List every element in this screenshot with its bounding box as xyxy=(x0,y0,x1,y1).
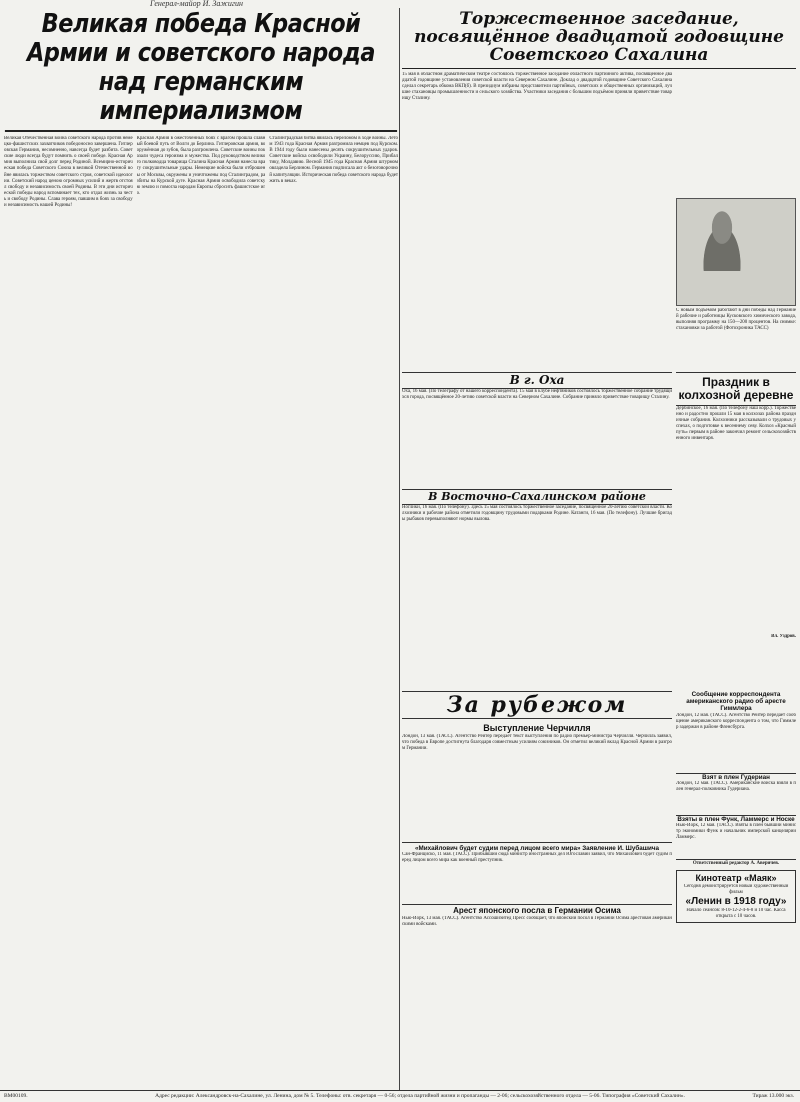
right-half xyxy=(402,8,796,1090)
meeting-block xyxy=(402,72,796,685)
guderian-headline: Взят в плен Гудериан xyxy=(676,773,796,781)
left-article-columns xyxy=(4,136,398,1102)
cinema-film-title: «Ленин в 1918 году» xyxy=(685,896,787,908)
district-text: Ноглики, 16 мая. (По телефону). Здесь 15 мая состоялось торжественное заседание, посвящённое 20-летию советской власти. Колхозники и рабочие района отметили годовщину трудовыми подарками Родине. Катанги, 16 мая. (По телефону). Лучшие бригады рыбаков перевыполняют нормы вылова. xyxy=(402,505,672,523)
arrest-headline: Арест японского посла в Германии Осима xyxy=(402,904,672,916)
meeting-headline: Торжественное заседание, посвящённое двадцатой годовщине Советского Сахалина xyxy=(402,8,796,69)
cinema-subtitle: Сегодня демонстрируется новый художественный фильм xyxy=(683,884,789,896)
funk-headline: Взяты в плен Функ, Ламмерс и Носке xyxy=(677,815,795,823)
holiday-headline: Праздник в колхозной деревне xyxy=(676,372,796,406)
column-divider xyxy=(399,8,400,1090)
left-col-2: Красная Армия в ожесточённых боях с врагом прошла славный боевой путь от Волги до Берлина. Гитлеровская армия, вооружённая до зубов, была разгромлена. Советские воины показали чудеса героизма и мужества. Под руководством великого полководца товарища Сталина Красная Армия нанесла врагу сокрушительные удары. Немецкие войска были отброшены от Москвы, окружены и уничтожены под Сталинградом, разбиты на Курской дуге. Красная Армия освободила советскую землю и помогла народам Европы сбросить фашистское иго. xyxy=(136,136,266,196)
okha-text: Оха, 16 мая. (По телеграфу от нашего корреспондента). 15 мая в клубе нефтяников состоялось торжественное собрание трудящихся города, посвящённое 20-летию советской власти на Северном Сахалине. Собрание приняло приветствие товарищу Сталину. xyxy=(402,389,672,401)
okha-headline: В г. Оха xyxy=(402,372,672,389)
footer-circulation: Тираж 13.000 экз. xyxy=(752,1093,794,1099)
himmler-headline: Сообщение корреспондента американского радио об аресте Гиммлера xyxy=(686,691,786,713)
abroad-main xyxy=(402,691,672,940)
funk-text: Нью-Йорк, 12 мая. (ТАСС). Взяты в плен бывший министр экономики Функ и начальник имперской канцелярии Ламмерс. xyxy=(676,823,796,841)
meeting-left xyxy=(402,72,672,685)
top-strip-text: Генерал-майор И. Зажигин xyxy=(150,0,243,8)
cinema-sessions: Начало сеансов: 8-10-12-2-4-6-8 и 10 час. Касса открыта с 10 часов. xyxy=(686,908,786,920)
top-strip xyxy=(0,0,800,8)
holiday-signature: Вл. Уздров. xyxy=(771,634,796,639)
abroad-headline: За рубежом xyxy=(402,691,672,719)
abroad-sidebar xyxy=(676,691,796,940)
guderian-text: Лондон, 12 мая. (ТАСС). Американские войска взяли в плен генерал-полковника Гудериана. xyxy=(676,780,796,792)
left-col-3: Сталинградская битва явилась переломом в ходе войны. Летом 1943 года Красная Армия разгромила немцев под Курском. В 1944 году были нанесены десять сокрушительных ударов. Советские войска освободили Украину, Белоруссию, Прибалтику, Молдавию. Весной 1945 года Красная Армия штурмом овладела Берлином. Германия подписала акт о безоговорочной капитуляции. Историческая победа советского народа будет жить в веках. xyxy=(269,136,399,184)
churchill-text: Лондон, 13 мая. (ТАСС). Агентство Рейтер передаёт текст выступления по радио премьер-министра Черчилля. Черчилль заявил, что победа в Европе достигнута благодаря совместным усилиям союзников. Он отметил великий вклад Красной Армии в разгром Германии. xyxy=(402,734,672,752)
page-footer xyxy=(0,1090,800,1102)
arrest-text: Нью-Йорк, 13 мая. (ТАСС). Агентство Ассошиэйтед Пресс сообщает, что японский посол в Германии Осима арестован американскими войсками. xyxy=(402,916,672,928)
footer-address: Адрес редакции: Александровск-на-Сахалине, ул. Ленина, дом № 5. Телефоны: отв. секретаря — 0-56; отдела партийной жизни и пропаганды — 2-06; сельскохозяйственного отдела — 5-06. Типография «Советский Сахалин». xyxy=(155,1093,685,1099)
editor-line: Ответственный редактор А. Аверичев. xyxy=(676,859,796,868)
main-headline: Великая победа Красной Армии и советского народа над германским империализмом xyxy=(5,8,397,132)
mikhailovich-text: Сан-Франциско, 11 мая. (ТАСС). Прибывший сюда министр иностранных дел Югославии заявил, что Михайлович будет судим перед лицом всего мира как военный преступник. xyxy=(402,852,672,864)
cinema-headline: Кинотеатр «Маяк» xyxy=(695,873,777,884)
photo-caption: С новым подъёмом работают в дни победы над Германией рабочие и работницы Кусковского химического завода, выполняя программу на 150—200 процентов. На снимке: стахановки за работой (Фотохроника ТАСС) xyxy=(676,308,796,332)
abroad-block xyxy=(402,691,796,940)
holiday-text: Дербинское, 16 мая. (По телефону наш корр.). Торжественно и радостно прошли 15 мая в колхозах района праздничные собрания. Колхозники рассказывали о трудовых успехах, о подготовке к весеннему севу. Колхоз «Красный путь» первым в районе закончил ремонт сельскохозяйственного инвентаря. xyxy=(676,406,796,442)
footer-code: ВМ00109. xyxy=(4,1093,28,1099)
mikhailovich-headline: «Михайлович будет судим перед лицом всего мира» Заявление И. Шубашича xyxy=(402,842,672,852)
churchill-headline: Выступление Черчилля xyxy=(483,723,591,733)
meeting-right xyxy=(676,72,796,685)
meeting-text: 15 мая в областном драматическом театре состоялось торжественное заседание областного партийного актива, посвящённое двадцатой годовщине установления советской власти на Северном Сахалине. Доклад о двадцатой годовщине Советского Сахалина сделал секретарь обкома ВКП(б). В президиум избраны представители партийных, советских и общественных организаций, лучшие стахановцы промышленности и сельского хозяйства. Участники заседания с большим подъёмом приняли приветствие товарищу Сталину. xyxy=(402,72,672,102)
district-headline: В Восточно-Сахалинском районе xyxy=(402,489,672,505)
left-half xyxy=(4,8,398,1090)
left-col-1: Великая Отечественная война советского народа против немецко-фашистских захватчиков победоносно завершена. Гитлеровская Германия, несомненно, навсегда будет разбита. Советские люди всегда будут помнить о своей победе. Красная Армия выполнила свой долг перед Родиной. Всемирно-историческая победа Советского Союза в великой Отечественной войне явилась торжеством советского строя, советской идеологии. Советский народ ценою огромных усилий и жертв отстоял свободу и независимость своей Родины. В эти дни исторической победы народ вспоминает тех, кто отдал жизнь за честь и свободу Родины. Слава героям, павшим в боях за свободу и независимость нашей Родины! xyxy=(4,136,133,209)
news-photo xyxy=(676,198,796,306)
photo-figure xyxy=(695,209,749,271)
cinema-ad xyxy=(676,870,796,923)
himmler-text: Лондон, 12 мая. (ТАСС). Агентство Рейтер передаёт сообщение американского корреспондента о том, что Гиммлер задержан в районе Фленсбурга. xyxy=(676,712,796,730)
